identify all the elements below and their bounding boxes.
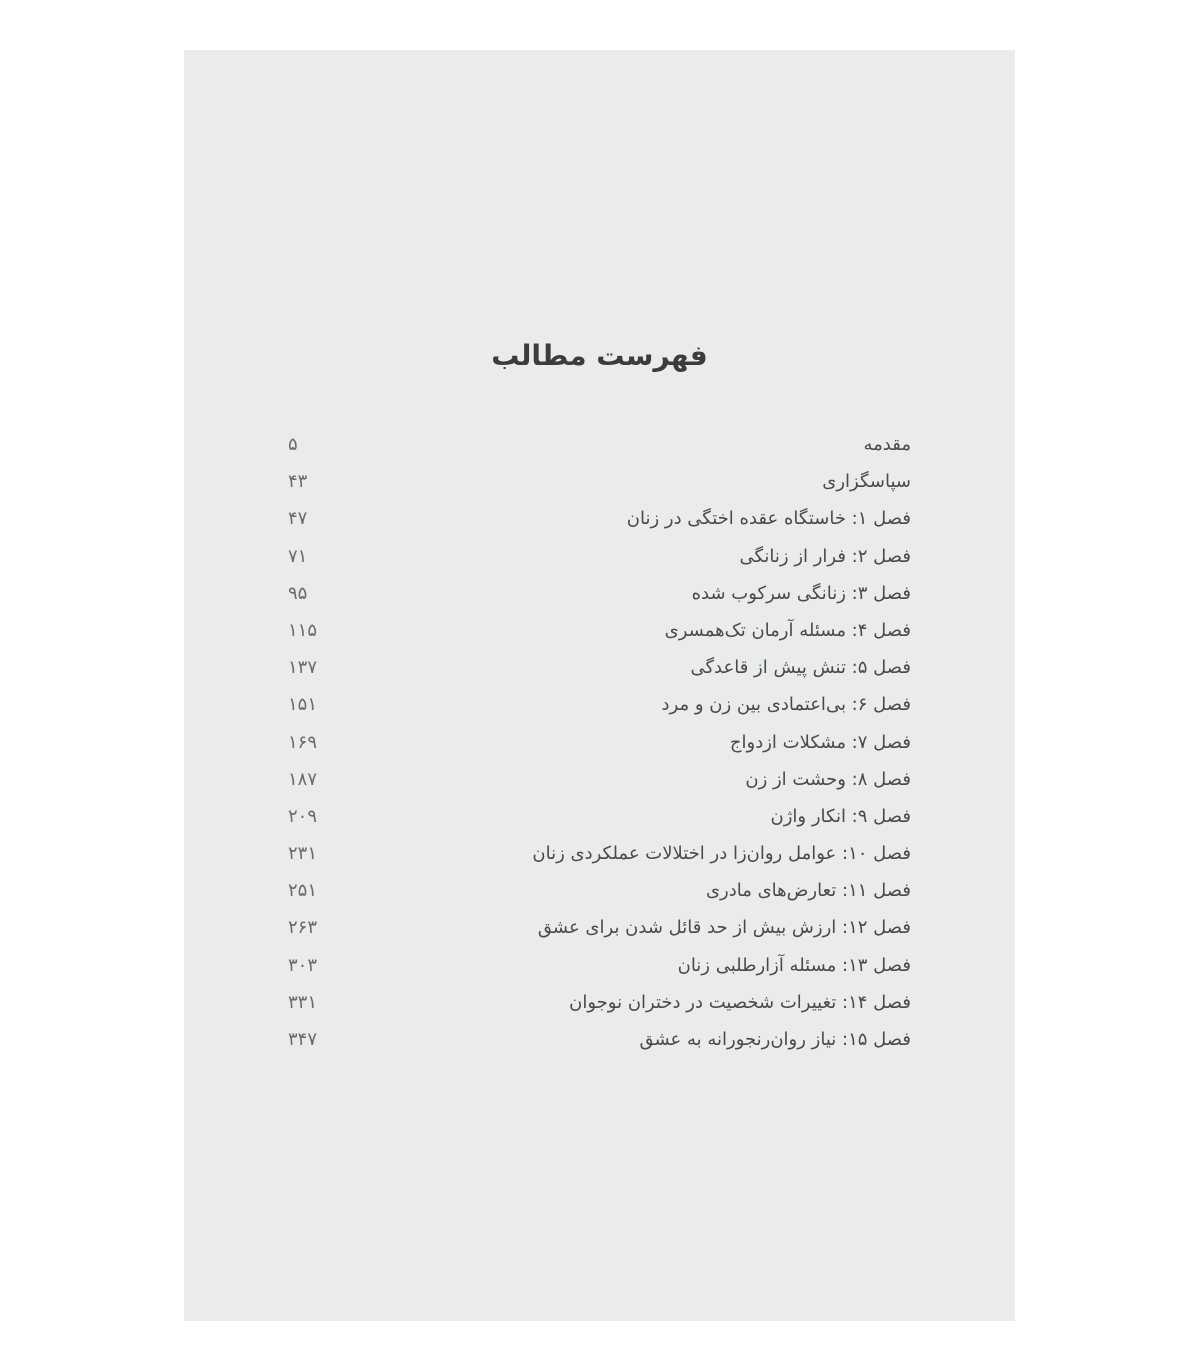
toc-entry-page-number: ۴۳ (288, 471, 308, 493)
toc-entry-page-number: ۵ (288, 434, 298, 455)
toc-entry (184, 724, 1015, 761)
toc-entry-page-number: ۲۳۱ (288, 843, 318, 865)
toc-entry-title: سپاسگزاری (822, 471, 911, 493)
toc-entry-title: فصل ۱۲: ارزش بیش از حد قائل شدن برای عشق (537, 917, 911, 939)
toc-entry-title: فصل ۱: خاستگاه عقده اختگی در زنان (626, 508, 911, 530)
toc-entry (184, 1021, 1015, 1058)
toc-entry-page-number: ۲۰۹ (288, 805, 318, 827)
toc-entry-title: فصل ۳: زنانگی سرکوب شده (691, 582, 911, 604)
toc-entry (184, 984, 1015, 1021)
toc-entry (184, 798, 1015, 835)
toc-entry (184, 909, 1015, 946)
toc-entry-title: فصل ۱۱: تعارض‌های مادری (705, 880, 911, 902)
toc-entry-page-number: ۱۳۷ (288, 657, 318, 679)
toc-entry-page-number: ۳۰۳ (288, 954, 318, 976)
toc-entry (184, 426, 1015, 463)
table-of-contents (184, 426, 1015, 1058)
toc-entry-title: فصل ۹: انکار واژن (770, 805, 911, 827)
toc-entry (184, 872, 1015, 909)
toc-entry (184, 947, 1015, 984)
toc-entry-title: فصل ۸: وحشت از زن (745, 768, 911, 790)
toc-entry-page-number: ۴۷ (288, 508, 308, 530)
toc-entry-title: فصل ۱۵: نیاز روان‌رنجورانه به عشق (639, 1029, 911, 1050)
toc-entry-page-number: ۱۶۹ (288, 731, 318, 753)
toc-entry (184, 538, 1015, 575)
toc-entry-title: فصل ۵: تنش پیش از قاعدگی (690, 657, 911, 679)
toc-entry-page-number: ۳۳۱ (288, 991, 318, 1013)
toc-entry-page-number: ۲۵۱ (288, 880, 318, 902)
toc-entry-page-number: ۱۸۷ (288, 768, 318, 790)
toc-entry-page-number: ۱۵۱ (288, 694, 318, 716)
toc-entry-page-number: ۲۶۳ (288, 917, 318, 939)
toc-entry-title: فصل ۱۴: تغییرات شخصیت در دختران نوجوان (569, 991, 911, 1013)
toc-entry (184, 686, 1015, 723)
toc-entry-title: مقدمه (863, 434, 911, 455)
toc-entry (184, 649, 1015, 686)
toc-entry-title: فصل ۱۰: عوامل روان‌زا در اختلالات عملکردی زنان (532, 843, 911, 865)
toc-entry (184, 500, 1015, 537)
toc-entry-title: فصل ۲: فرار از زنانگی (739, 545, 911, 567)
toc-entry (184, 761, 1015, 798)
toc-entry-title: فصل ۱۳: مسئله آزارطلبی زنان (677, 954, 911, 976)
toc-entry-page-number: ۷۱ (288, 545, 308, 567)
toc-entry (184, 575, 1015, 612)
toc-entry (184, 612, 1015, 649)
toc-entry-title: فصل ۴: مسئله آرمان تک‌همسری (664, 619, 911, 641)
toc-entry-page-number: ۹۵ (288, 582, 308, 604)
toc-entry (184, 463, 1015, 500)
page-title: فهرست مطالب (491, 339, 708, 372)
toc-entry-page-number: ۳۴۷ (288, 1029, 318, 1050)
book-page (184, 50, 1015, 1321)
toc-entry-title: فصل ۷: مشکلات ازدواج (729, 731, 911, 753)
toc-entry (184, 835, 1015, 872)
toc-entry-title: فصل ۶: بی‌اعتمادی بین زن و مرد (661, 694, 911, 716)
toc-entry-page-number: ۱۱۵ (288, 619, 318, 641)
